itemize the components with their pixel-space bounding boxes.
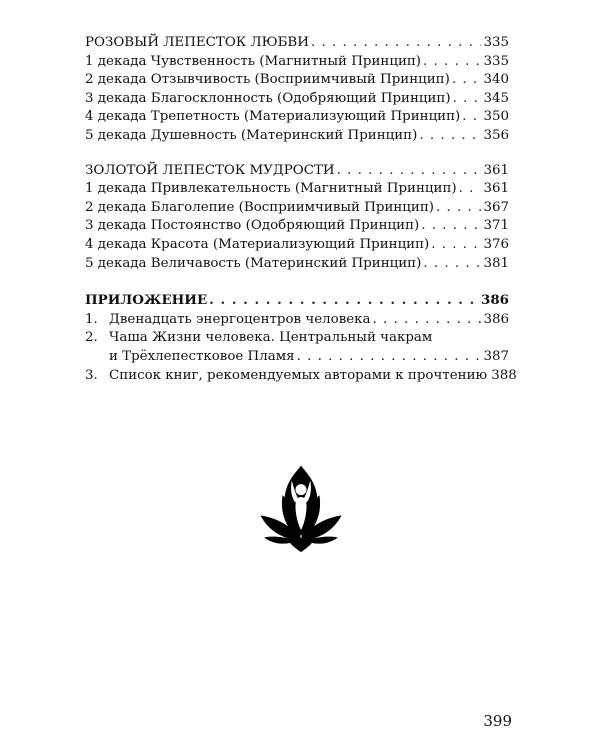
entry-title: РОЗОВЫЙ ЛЕПЕСТОК ЛЮБВИ: [85, 35, 309, 50]
entry-page: 345: [483, 90, 509, 106]
entry-title: ЗОЛОТОЙ ЛЕПЕСТОК МУДРОСТИ: [85, 162, 335, 178]
dot-leader: [419, 127, 481, 146]
dot-leader: [311, 34, 481, 53]
dot-leader: [423, 53, 481, 72]
entry-number: 2.: [85, 330, 98, 346]
entry-title: 1 декада Привлекательность (Магнитный Принцип): [85, 181, 457, 197]
entry-title: 2 декада Благолепие (Восприимчивый Принцип): [85, 199, 434, 215]
entry-title: 1 декада Чувственность (Магнитный Принцип): [85, 53, 422, 69]
toc-entry[interactable]: [85, 217, 509, 236]
toc-entry[interactable]: [85, 53, 509, 72]
entry-page: 361: [483, 162, 509, 178]
entry-title: Список книг, рекомендуемых авторами к прочтению: [109, 367, 488, 383]
dot-leader: [421, 217, 481, 236]
dot-leader: [452, 71, 482, 90]
page-number: 399: [483, 712, 512, 730]
table-of-contents: [85, 34, 517, 385]
entry-page: 361: [483, 181, 509, 197]
dot-leader: [453, 90, 482, 109]
entry-page: 386: [483, 311, 509, 327]
dot-leader: [337, 162, 482, 181]
section-heading-golden-petal[interactable]: [85, 162, 509, 181]
toc-entry[interactable]: [85, 108, 509, 127]
entry-page: 356: [483, 127, 509, 143]
entry-number: 3.: [85, 367, 98, 383]
toc-entry[interactable]: [85, 127, 509, 146]
entry-page: 367: [483, 199, 509, 215]
dot-leader: [297, 348, 482, 367]
entry-title: 3 декада Постоянство (Одобряющий Принцип): [85, 218, 420, 234]
toc-entry[interactable]: [85, 199, 509, 218]
entry-page: 376: [483, 236, 509, 252]
entry-number: 1.: [85, 311, 98, 327]
entry-page: 350: [483, 109, 509, 125]
toc-entry[interactable]: [85, 236, 509, 255]
appendix-entry-continuation[interactable]: [85, 348, 509, 367]
dot-leader: [209, 291, 479, 311]
entry-title: 5 декада Величавость (Материнский Принцип): [85, 255, 422, 271]
toc-entry[interactable]: [85, 71, 509, 90]
toc-entry[interactable]: [85, 255, 509, 274]
entry-title: 5 декада Душевность (Материнский Принцип): [85, 127, 418, 143]
figure-head: [295, 484, 306, 495]
toc-entry[interactable]: [85, 90, 509, 109]
entry-title: 4 декада Трепетность (Материализующий Принцип): [85, 109, 461, 125]
section-heading-pink-petal[interactable]: [85, 34, 509, 53]
entry-page: 335: [483, 53, 509, 69]
entry-title-continuation: и Трёхлепестковое Пламя: [109, 348, 295, 364]
appendix-entry[interactable]: [85, 367, 517, 386]
entry-page: 388: [491, 367, 517, 383]
entry-page: 381: [483, 255, 509, 271]
appendix-heading[interactable]: [85, 291, 509, 311]
entry-title: 2 декада Отзывчивость (Восприимчивый Принцип): [85, 72, 450, 88]
appendix-entry[interactable]: [85, 311, 509, 330]
entry-page: 340: [483, 72, 509, 88]
dot-leader: [459, 180, 482, 199]
entry-title: Двенадцать энергоцентров человека: [109, 311, 371, 327]
dot-leader: [373, 311, 482, 330]
lotus-figure-icon: [255, 462, 347, 554]
entry-page: 335: [483, 35, 509, 50]
dot-leader: [423, 255, 481, 274]
dot-leader: [431, 236, 481, 255]
entry-page: 371: [483, 218, 509, 234]
section-spacer: [85, 273, 509, 291]
entry-title: ПРИЛОЖЕНИЕ: [85, 292, 208, 309]
entry-page: 387: [483, 348, 509, 364]
entry-title: Чаша Жизни человека. Центральный чакрам: [109, 330, 433, 346]
appendix-entry[interactable]: [85, 329, 509, 348]
toc-entry[interactable]: [85, 180, 509, 199]
entry-page: 386: [481, 292, 509, 309]
entry-title: 4 декада Красота (Материализующий Принцип): [85, 236, 430, 252]
dot-leader: [436, 199, 481, 218]
entry-title: 3 декада Благосклонность (Одобряющий Принцип): [85, 90, 451, 106]
section-spacer: [85, 146, 509, 162]
dot-leader: [462, 108, 481, 127]
